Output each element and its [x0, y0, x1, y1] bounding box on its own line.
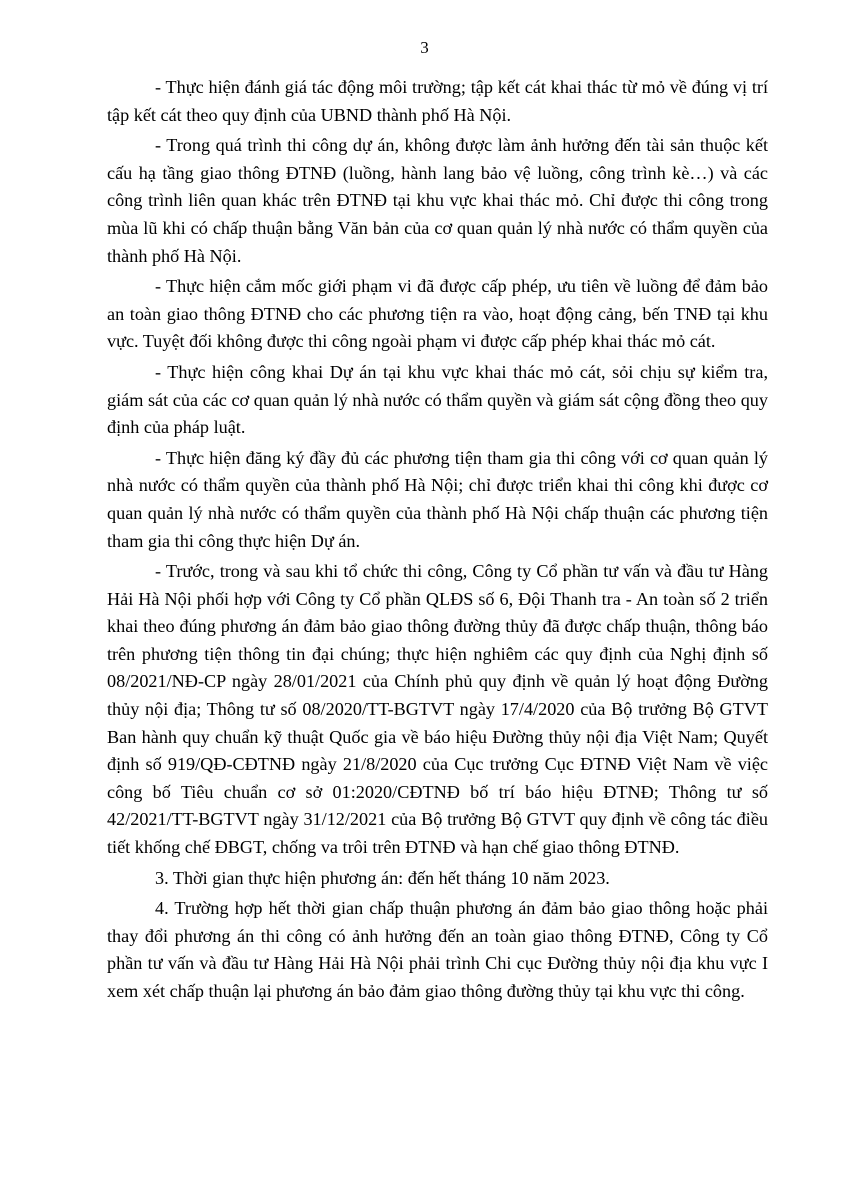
paragraph-plan-renewal: 4. Trường hợp hết thời gian chấp thuận phương án đảm bảo giao thông hoặc phải thay đổi phương án thi công có ảnh hưởng đến an toàn giao thông ĐTNĐ, Công ty Cổ phần tư vấn và đầu tư Hàng Hải Hà Nội phải trình Chi cục Đường thủy nội địa khu vực I xem xét chấp thuận lại phương án bảo đảm giao thông đường thủy tại khu vực thi công.: [107, 898, 768, 1001]
document-body: [107, 74, 768, 1009]
paragraph-vehicle-registration: - Thực hiện đăng ký đầy đủ các phương tiện tham gia thi công với cơ quan quản lý nhà nước có thẩm quyền của thành phố Hà Nội; chỉ được triển khai thi công khi được cơ quan quản lý nhà nước có thẩm quyền của thành phố Hà Nội chấp thuận các phương tiện tham gia thi công thực hiện Dự án.: [107, 447, 768, 551]
paragraph-environment-assessment: - Thực hiện đánh giá tác động môi trường; tập kết cát khai thác từ mỏ về đúng vị trí tập kết cát theo quy định của UBND thành phố Hà Nội.: [107, 77, 768, 125]
page-number: 3: [420, 38, 429, 57]
paragraph-regulations-compliance: - Trước, trong và sau khi tổ chức thi công, Công ty Cổ phần tư vấn và đầu tư Hàng Hải Hà Nội phối hợp với Công ty Cổ phần QLĐS số 6, Đội Thanh tra - An toàn số 2 triển khai theo đúng phương án đảm bảo giao thông đường thủy đã được chấp thuận, thông báo trên phương tiện thông tin đại chúng; thực hiện nghiêm các quy định của Nghị định số 08/2021/NĐ-CP ngày 28/01/2021 của Chính phủ quy định về quản lý hoạt động Đường thủy nội địa; Thông tư số 08/2020/TT-BGTVT ngày 17/4/2020 của Bộ trưởng Bộ GTVT Ban hành quy chuẩn kỹ thuật Quốc gia về báo hiệu Đường thủy nội địa Việt Nam; Quyết định số 919/QĐ-CĐTNĐ ngày 21/8/2020 của Cục trưởng Cục ĐTNĐ Việt Nam về việc công bố Tiêu chuẩn cơ sở 01:2020/CĐTNĐ bố trí báo hiệu ĐTNĐ; Thông tư số 42/2021/TT-BGTVT ngày 31/12/2021 của Bộ trưởng Bộ GTVT quy định về công tác điều tiết khống chế ĐBGT, chống va trôi trên ĐTNĐ và hạn chế giao thông ĐTNĐ.: [107, 561, 768, 858]
paragraph-public-disclosure: - Thực hiện công khai Dự án tại khu vực khai thác mỏ cát, sỏi chịu sự kiểm tra, giám sát của các cơ quan quản lý nhà nước có thẩm quyền và giám sát cộng đồng theo quy định của pháp luật.: [107, 361, 768, 438]
paragraph-implementation-time: 3. Thời gian thực hiện phương án: đến hết tháng 10 năm 2023.: [155, 867, 610, 888]
paragraph-infrastructure-protection: - Trong quá trình thi công dự án, không được làm ảnh hưởng đến tài sản thuộc kết cấu hạ tầng giao thông ĐTNĐ (luồng, hành lang bảo vệ luồng, công trình kè…) và các công trình liên quan khác trên ĐTNĐ tại khu vực khai thác mỏ. Chỉ được thi công trong mùa lũ khi có chấp thuận bằng Văn bản của cơ quan quản lý nhà nước có thẩm quyền của thành phố Hà Nội.: [107, 135, 768, 266]
paragraph-boundary-markers: - Thực hiện cắm mốc giới phạm vi đã được cấp phép, ưu tiên về luồng để đảm bảo an toàn giao thông ĐTNĐ cho các phương tiện ra vào, hoạt động cảng, bến TNĐ tại khu vực. Tuyệt đối không được thi công ngoài phạm vi được cấp phép khai thác mỏ cát.: [107, 276, 768, 352]
